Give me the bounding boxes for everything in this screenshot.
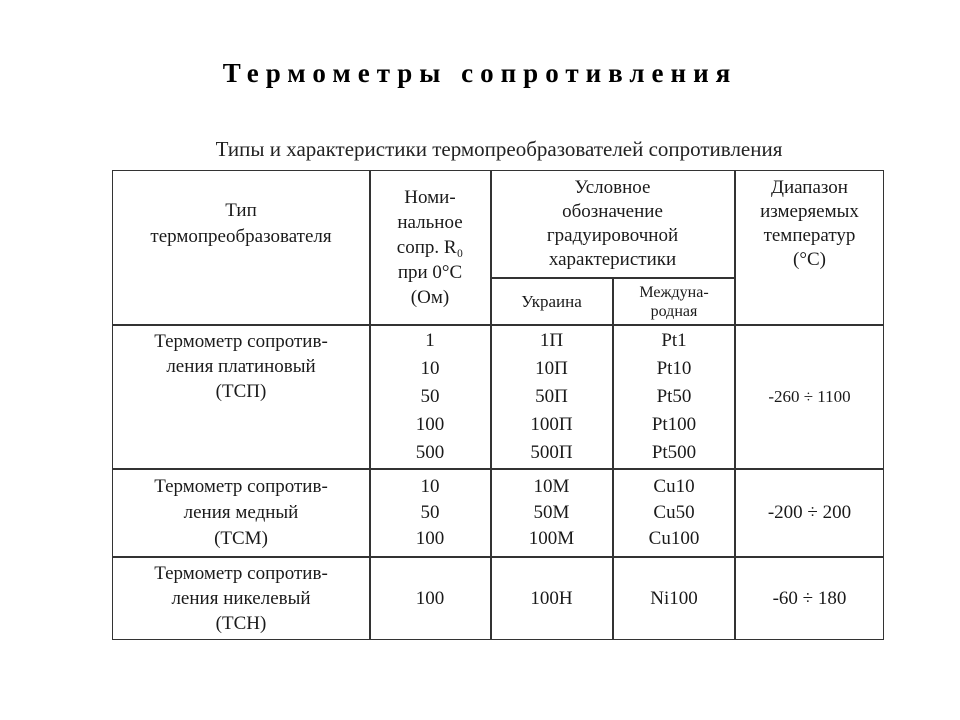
table-row-copper-international: Cu10 Cu50 Cu100: [648, 476, 700, 549]
table-row-platinum-range: -260 ÷ 1100: [768, 387, 851, 406]
table-row-platinum-type: Термометр сопротив- ления платиновый (ТСП): [154, 330, 328, 402]
header-temperature-range: Диапазон измеряемых температур (°C): [760, 177, 859, 270]
header-international: Междуна- родная: [639, 283, 709, 320]
slide-title: Термометры сопротивления: [222, 58, 738, 88]
table-row-copper-ukraine: 10М 50М 100М: [528, 476, 575, 549]
table-row-platinum-ukraine: 1П 10П 50П 100П 500П: [530, 330, 573, 463]
table-row-nickel-type: Термометр сопротив- ления никелевый (ТСН): [154, 563, 328, 634]
table-row-nickel-range: -60 ÷ 180: [772, 587, 847, 609]
table-caption: Типы и характеристики термопреобразователей сопротивления: [215, 137, 783, 161]
table-row-copper-range: -200 ÷ 200: [767, 502, 852, 523]
header-type: Тип термопреобразователя: [150, 200, 332, 247]
table-row-nickel-ukraine: 100Н: [530, 587, 573, 609]
header-nominal-resistance: Номи- нальное сопр. R₀ при 0°C (Ом): [396, 187, 464, 308]
table-row-nickel-international: Ni100: [650, 587, 698, 609]
table-row-copper-type: Термометр сопротив- ления медный (ТСМ): [154, 476, 328, 549]
header-designation: Условное обозначение градуировочной характеристики: [546, 177, 679, 270]
table-row-nickel-nominal: 100: [415, 587, 445, 609]
table-row-platinum-nominal: 1 10 50 100 500: [415, 330, 445, 463]
table-row-copper-nominal: 10 50 100: [415, 476, 445, 549]
characteristics-table: [112, 170, 884, 640]
table-row-platinum-international: Pt1 Pt10 Pt50 Pt100 Pt500: [651, 330, 697, 463]
header-ukraine: Украина: [521, 291, 582, 311]
